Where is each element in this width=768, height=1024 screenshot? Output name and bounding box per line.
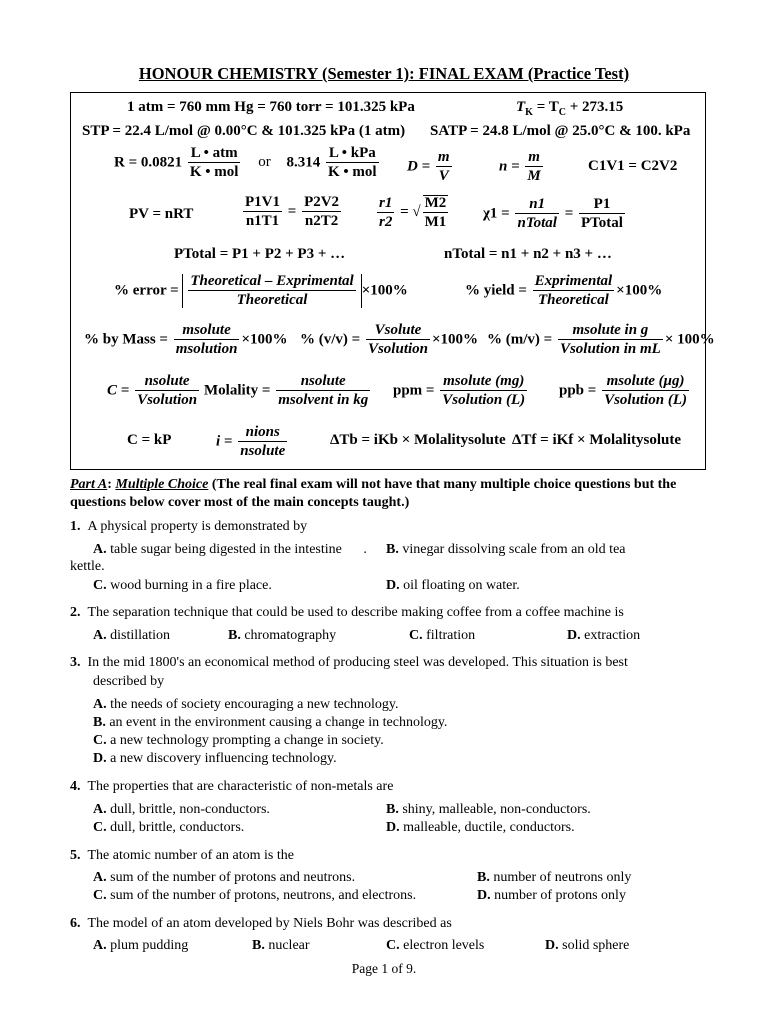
q3-option-b[interactable]: B. an event in the environment causing a change in technology.	[93, 715, 448, 730]
q2-option-a[interactable]: A. distillation	[93, 628, 171, 643]
q1-option-a[interactable]: A. table sugar being digested in the intestine .	[93, 542, 367, 557]
q6-option-b[interactable]: B. nuclear	[252, 938, 310, 953]
formula-percent-vv: % (v/v) = $\frac{\text{Vsolute}}{\text{Vsolution}}$ ×100%	[300, 322, 479, 357]
q3-option-d[interactable]: D. a new discovery influencing technology.	[93, 751, 337, 766]
formula-ppb: ppb = $\frac{\text{msolute (μg)}}{\text{Vsolution (L)}}$	[559, 373, 688, 408]
formula-graham: $\frac{r1}{r2}$ = √ $\frac{M2}{M1}$	[379, 194, 447, 230]
formula-freezing-point: ΔTf = iKf × Molalitysolute	[512, 432, 681, 448]
formula-concentration: C = $\frac{\text{nsolute}}{\text{Vsolution}}$	[107, 373, 198, 408]
formula-density: D = $\frac{m}{V}$	[407, 149, 450, 184]
formula-stp: STP = 22.4 L/mol @ 0.00°C & 101.325 kPa (1 atm)	[82, 123, 406, 139]
question-2: 2. The separation technique that could be used to describe making coffee from a coffee machine is	[70, 605, 624, 620]
q6-option-a[interactable]: A. plum pudding	[93, 938, 189, 953]
question-5: 5. The atomic number of an atom is the	[70, 848, 294, 863]
formula-vant-hoff: i = $\frac{\text{nions}}{\text{nsolute}}$	[216, 424, 286, 459]
formula-moles: n = $\frac{m}{M}$	[499, 149, 541, 184]
formula-mole-fraction: χ1 = $\frac{n1}{\text{nTotal}}$ = $\frac{P1}{\text{PTotal}}$	[483, 196, 623, 231]
formula-percent-error: % error = $\frac{\text{Theoretical – Exprimental}}{\text{Theoretical}}$ ×100%	[114, 273, 408, 308]
q5-option-a[interactable]: A. sum of the number of protons and neutrons.	[93, 870, 356, 885]
question-3-continued: described by	[93, 674, 165, 689]
formula-gas-constant: R = 0.0821 $\frac{\text{L • atm}}{\text{K • mol}}$ or 8.314 $\frac{\text{L • kPa}}{\text{K • mol}}$	[114, 145, 377, 180]
q5-option-c[interactable]: C. sum of the number of protons, neutrons, and electrons.	[93, 888, 417, 903]
question-3: 3. In the mid 1800's an economical method of producing steel was developed. This situation is best	[70, 655, 628, 670]
page-number: Page 1 of 9.	[351, 961, 417, 976]
q1-option-b-continued: kettle.	[70, 559, 105, 574]
question-1: 1. A physical property is demonstrated by	[70, 519, 308, 534]
formula-ppm: ppm = $\frac{\text{msolute (mg)}}{\text{Vsolution (L)}}$	[393, 373, 526, 408]
formula-henry: C = kP	[127, 432, 172, 448]
formula-total-moles: nTotal = n1 + n2 + n3 + …	[444, 246, 612, 262]
question-4: 4. The properties that are characteristic of non-metals are	[70, 779, 394, 794]
formula-satp: SATP = 24.8 L/mol @ 25.0°C & 100. kPa	[430, 123, 691, 139]
question-6: 6. The model of an atom developed by Niels Bohr was described as	[70, 916, 452, 931]
q6-option-d[interactable]: D. solid sphere	[545, 938, 630, 953]
formula-atm: 1 atm = 760 mm Hg = 760 torr = 101.325 kPa	[127, 99, 415, 115]
q1-option-c[interactable]: C. wood burning in a fire place.	[93, 578, 272, 593]
q2-option-c[interactable]: C. filtration	[409, 628, 476, 643]
formula-combined-gas: $\frac{P1V1}{n1T1}$ = $\frac{P2V2}{n2T2}$	[245, 194, 340, 229]
q1-option-b[interactable]: B. vinegar dissolving scale from an old tea	[386, 542, 626, 557]
q5-option-d[interactable]: D. number of protons only	[477, 888, 626, 903]
q5-option-b[interactable]: B. number of neutrons only	[477, 870, 632, 885]
formula-boiling-point: ΔTb = iKb × Molalitysolute	[330, 432, 506, 448]
formula-total-pressure: PTotal = P1 + P2 + P3 + …	[174, 246, 346, 262]
formula-percent-mass: % by Mass = $\frac{\text{msolute}}{\text{msolution}}$ ×100%	[84, 322, 288, 357]
page-title: HONOUR CHEMISTRY (Semester 1): FINAL EXAM (Practice Test)	[138, 64, 630, 83]
q3-option-c[interactable]: C. a new technology prompting a change in society.	[93, 733, 384, 748]
q4-option-d[interactable]: D. malleable, ductile, conductors.	[386, 820, 575, 835]
q1-option-d[interactable]: D. oil floating on water.	[386, 578, 520, 593]
q4-option-a[interactable]: A. dull, brittle, non-conductors.	[93, 802, 270, 817]
q2-option-b[interactable]: B. chromatography	[228, 628, 337, 643]
q6-option-c[interactable]: C. electron levels	[386, 938, 485, 953]
q3-option-a[interactable]: A. the needs of society encouraging a new technology.	[93, 697, 399, 712]
q4-option-b[interactable]: B. shiny, malleable, non-conductors.	[386, 802, 591, 817]
q2-option-d[interactable]: D. extraction	[567, 628, 641, 643]
formula-molality: Molality = $\frac{\text{nsolute}}{\text{msolvent in kg}}$	[204, 373, 369, 408]
part-a-heading: Part A: Multiple Choice (The real final exam will not have that many multiple choice questions but the questions below cover most of the main concepts taught.)	[70, 477, 677, 511]
formula-percent-yield: % yield = $\frac{\text{Exprimental}}{\text{Theoretical}}$ ×100%	[465, 273, 663, 308]
q4-option-c[interactable]: C. dull, brittle, conductors.	[93, 820, 245, 835]
formula-dilution: C1V1 = C2V2	[588, 158, 678, 174]
formula-percent-mv: % (m/v) = $\frac{\text{msolute in g}}{\text{Vsolution in mL}}$ × 100%	[487, 322, 715, 357]
formula-ideal-gas: PV = nRT	[129, 206, 194, 222]
formula-kelvin: $T_K = T_C + 273.15$	[516, 99, 624, 118]
